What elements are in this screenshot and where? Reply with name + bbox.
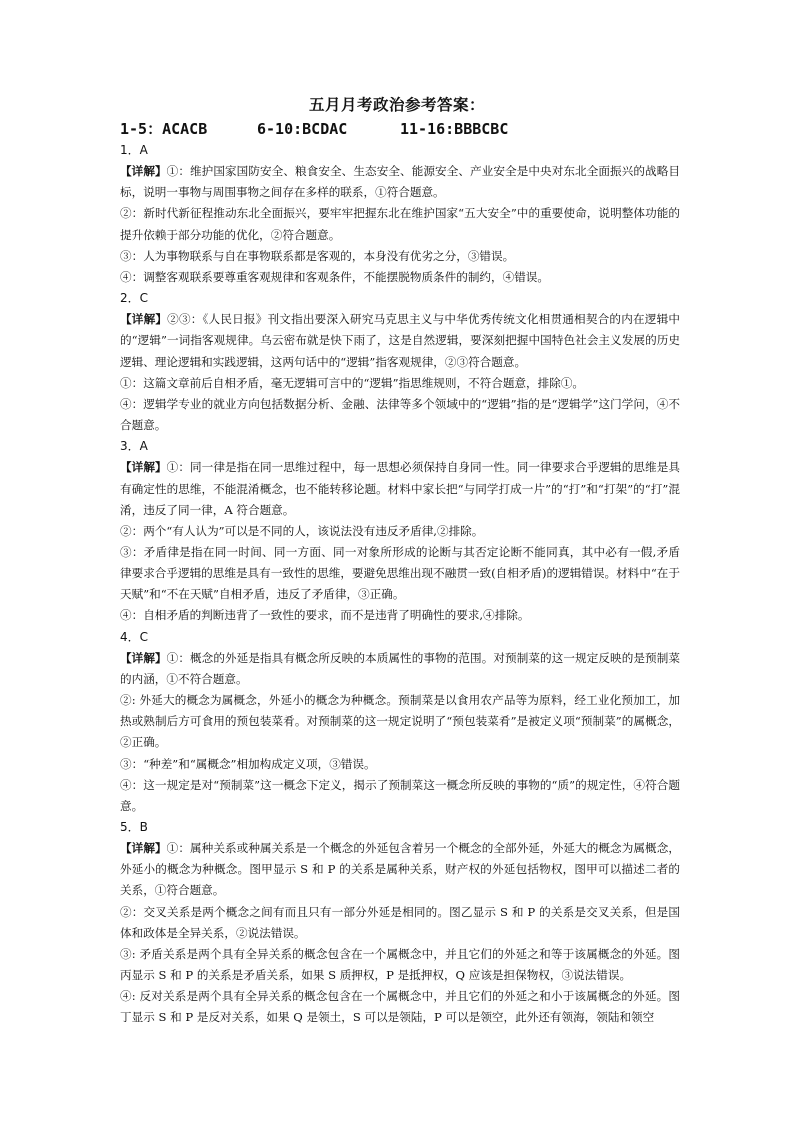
explanation-text: ②③：《人民日报》刊文指出要深入研究马克思主义与中华优秀传统文化相贯通相契合的内在逻辑中的“逻辑”一词指客观规律。乌云密布就是快下雨了，这是自然逻辑，要深刻把握中国特色社会主义发展的历史逻辑、理论逻辑和实践逻辑，这两句话中的“逻辑”指客观规律，②③符合题意。 [120, 312, 680, 369]
answer-group-1-5: 1-5：ACACB [120, 120, 208, 138]
explanation-paragraph: ③：人为事物联系与自在事物联系都是客观的，本身没有优劣之分，③错误。 [120, 248, 515, 263]
detail-tag: 【详解】 [120, 312, 168, 327]
question-number: 4．C [120, 629, 149, 644]
detail-tag: 【详解】 [120, 460, 167, 475]
answer-group-6-10: 6-10:BCDAC [257, 120, 348, 138]
explanation-text: ①：概念的外延是指具有概念所反映的本质属性的事物的范围。对预制菜的这一规定反映的是预制菜的内涵，①不符合题意。 [120, 650, 680, 686]
explanation-paragraph: ③: 矛盾关系是两个具有全异关系的概念包含在一个属概念中，并且它们的外延之和等于该属概念的外延。图丙显示 S 和 P 的关系是矛盾关系，如果 S 质押权，P 是抵押权，Q 应该是担保物权，③说法错误。 [120, 946, 680, 983]
question-number: 3．A [120, 439, 148, 454]
explanation-text: ①：维护国家国防安全、粮食安全、生态安全、能源安全、产业安全是中央对东北全面振兴的战略目标，说明一事物与周围事物之间存在多样的联系，①符合题意。 [120, 164, 680, 200]
explanation-paragraph: ②: 外延大的概念为属概念，外延小的概念为种概念。预制菜是以食用农产品等为原料，经工业化预加工，加热或熟制后方可食用的预包装菜肴。对预制菜的这一规定说明了“预包装菜肴”是被定义项“预制菜”的属概念，②正确。 [120, 693, 680, 750]
explanation-paragraph: ②：交叉关系是两个概念之间有而且只有一部分外延是相同的。图乙显示 S 和 P 的关系是交叉关系，但是国体和政体是全异关系，②说法错误。 [120, 904, 680, 940]
page-title: 五月月考政治参考答案： [308, 96, 485, 114]
explanation-paragraph: ④：这一规定是对“预制菜”这一概念下定义，揭示了预制菜这一概念所反映的事物的“质”的规定性，④符合题意。 [120, 777, 680, 813]
explanation-paragraph: ③：“种差”和“属概念”相加构成定义项，③错误。 [120, 756, 376, 771]
explanation-paragraph: ②：新时代新征程推动东北全面振兴，要牢牢把握东北在维护国家“五大安全”中的重要使命，说明整体功能的提升依赖于部分功能的优化，②符合题意。 [120, 206, 680, 242]
explanations [120, 140, 680, 1029]
explanation-paragraph: ④：自相矛盾的判断违背了一致性的要求，而不是违背了明确性的要求,④排除。 [120, 608, 530, 623]
explanation-paragraph: ④: 反对关系是两个具有全异关系的概念包含在一个属概念中，并且它们的外延之和小于该属概念的外延。图丁显示 S 和 P 是反对关系，如果 Q 是领土，S 可以是领陆，P 可以是领空，此外还有领海，领陆和领空 [120, 989, 680, 1025]
explanation-paragraph [120, 309, 680, 372]
explanation-paragraph [120, 838, 680, 901]
explanation-paragraph: ④：逻辑学专业的就业方向包括数据分析、金融、法律等多个领域中的“逻辑”指的是“逻辑学”这门学问，④不合题意。 [120, 396, 680, 433]
explanation-paragraph: ①：这篇文章前后自相矛盾，毫无逻辑可言中的“逻辑”指思维规则，不符合题意，排除①。 [120, 375, 585, 390]
detail-tag: 【详解】 [120, 164, 167, 179]
explanation-paragraph: ③：矛盾律是指在同一时间、同一方面、同一对象所形成的论断与其否定论断不能同真，其中必有一假,矛盾律要求合乎逻辑的思维是具有一致性的思维，要避免思维出现不融贯一致(自相矛盾)的逻辑错误。材料中“在于天赋”和“不在天赋”自相矛盾，违反了矛盾律，③正确。 [120, 544, 680, 602]
explanation-paragraph [120, 457, 680, 520]
detail-tag: 【详解】 [120, 841, 167, 856]
explanation-paragraph: ④：调整客观联系要尊重客观规律和客观条件，不能摆脱物质条件的制约，④错误。 [120, 269, 549, 284]
explanation-paragraph [120, 648, 680, 690]
answer-key-line [120, 118, 508, 140]
detail-tag: 【详解】 [120, 650, 167, 665]
explanation-paragraph [120, 161, 680, 203]
question-number: 1．A [120, 143, 148, 157]
explanation-text: ①：属种关系或种属关系是一个概念的外延包含着另一个概念的全部外延，外延大的概念为属概念，外延小的概念为种概念。图甲显示 S 和 P 的关系是属种关系，财产权的外延包括物权，图甲可以描述二者的关系，①符合题意。 [120, 841, 680, 898]
explanation-paragraph: ②：两个“有人认为”可以是不同的人，该说法没有违反矛盾律,②排除。 [120, 523, 484, 538]
explanation-text: ①：同一律是指在同一思维过程中，每一思想必须保持自身同一性。同一律要求合乎逻辑的思维是具有确定性的思维，不能混淆概念，也不能转移论题。材料中家长把“与同学打成一片”的“打”和“打架”的“打”混淆，违反了同一律，A 符合题意。 [120, 460, 680, 517]
question-number: 2．C [120, 291, 149, 306]
question-number: 5．B [120, 820, 148, 834]
answer-group-11-16: 11-16:BBBCBC [400, 120, 509, 138]
